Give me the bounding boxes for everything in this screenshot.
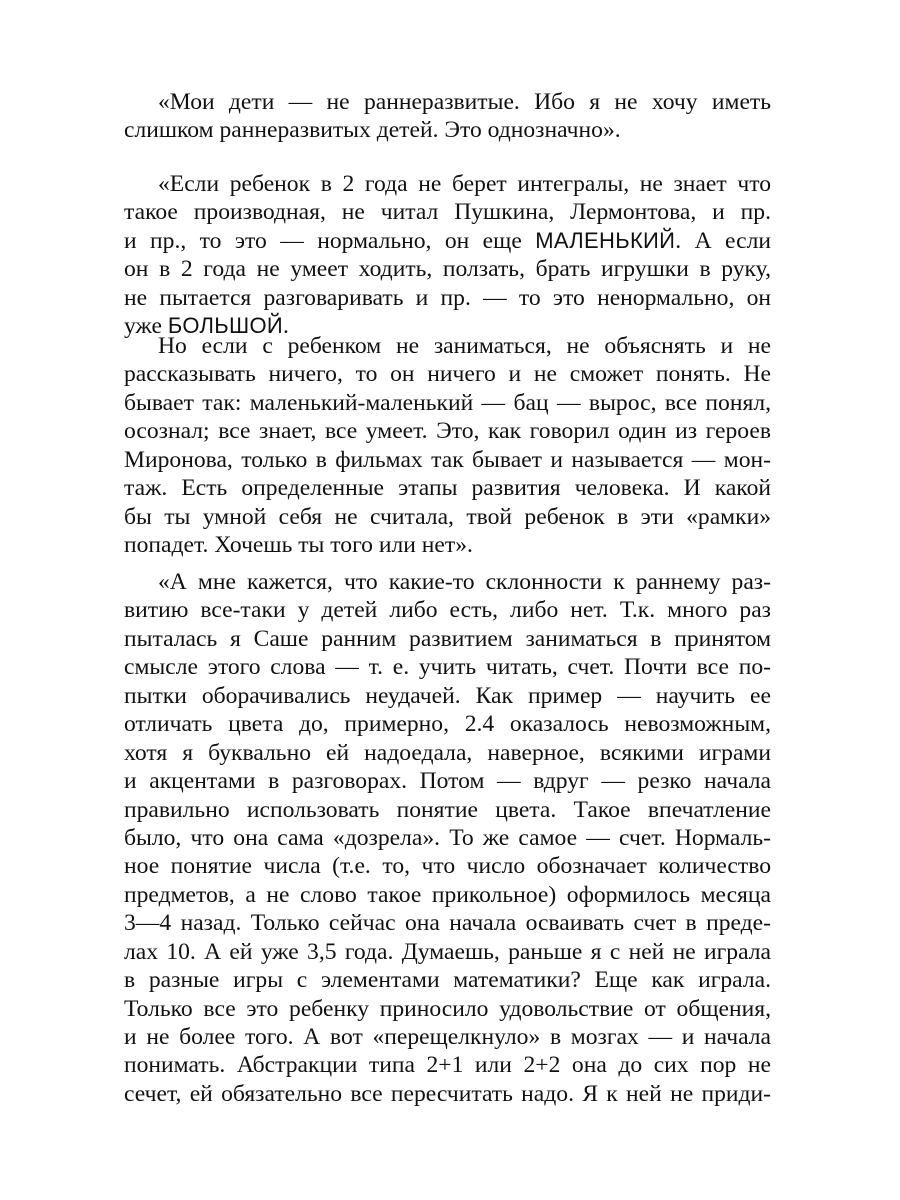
text-line: рассказывать ничего, то он ничего и не сможет понять. Не	[124, 361, 771, 388]
text-line: бы ты умной себя не считала, твой ребенок в эти «рамки»	[124, 503, 771, 530]
text-line: таж. Есть определенные этапы развития человека. И какой	[124, 475, 771, 502]
text-line: витию все-таки у детей либо есть, либо нет. Т.к. много раз	[124, 597, 771, 624]
text-line: не пытается разговаривать и пр. — то это ненормально, он	[124, 284, 771, 311]
text-line: «Если ребенок в 2 года не берет интегралы, не знает что	[158, 171, 771, 197]
text-segment: и пр., то это — нормально, он еще	[124, 227, 536, 254]
emphasized-word: МАЛЕНЬКИЙ	[535, 227, 676, 253]
text-line: осознал; все знает, все умеет. Это, как говорил один из героев	[124, 418, 771, 445]
text-line: такое производная, не читал Пушкина, Лермонтова, и пр.	[124, 199, 771, 226]
text-line: ное понятие числа (т.е. то, что число обозначает количество	[124, 853, 771, 880]
text-line: в разные игры с элементами математики? Еще как играла.	[124, 967, 771, 994]
paragraph	[124, 88, 771, 145]
text-line: и не более того. А вот «перещелкнуло» в мозгах — и начала	[124, 1024, 771, 1050]
text-line: «А мне кажется, что какие-то склонности к раннему раз-	[158, 569, 771, 595]
text-line: пыталась я Саше ранним развитием заниматься в принятом	[124, 625, 771, 652]
text-line: Только все это ребенку приносило удовольствие от общения,	[124, 995, 771, 1022]
text-line: хотя я буквально ей надоедала, наверное, всякими играми	[124, 739, 771, 766]
text-line: «Мои дети — не раннеразвитые. Ибо я не хочу иметь	[158, 89, 771, 115]
text-line: Миронова, только в фильмах так бывает и называется — мон-	[124, 446, 771, 473]
text-line: и акцентами в разговорах. Потом — вдруг — резко начала	[124, 768, 771, 795]
text-segment: уже	[124, 313, 168, 340]
text-segment: .	[282, 313, 289, 340]
text-line: понимать. Абстракции типа 2+1 или 2+2 она до сих пор не	[124, 1052, 771, 1079]
text-line: смысле этого слова — т. е. учить читать, счет. Почти все по-	[124, 654, 771, 681]
text-line: он в 2 года не умеет ходить, ползать, брать игрушки в руку,	[124, 256, 771, 283]
text-line: слишком раннеразвитых детей. Это однозначно».	[124, 117, 621, 144]
text-line: лах 10. А ей уже 3,5 года. Думаешь, раньше я с ней не играла	[124, 938, 771, 965]
text-segment: . А если	[675, 227, 771, 254]
text-line: Но если с ребенком не заниматься, не объяснять и не	[158, 333, 771, 359]
text-line: отличать цвета до, примерно, 2.4 оказалось невозможным,	[124, 711, 771, 738]
text-line: бывает так: маленький-маленький — бац — вырос, все понял,	[124, 389, 771, 416]
text-line: предметов, а не слово такое прикольное) оформилось месяца	[124, 881, 771, 908]
text-line: правильно использовать понятие цвета. Такое впечатление	[124, 796, 771, 823]
text-line: 3—4 назад. Только сейчас она начала осваивать счет в преде-	[124, 910, 771, 937]
text-line: сечет, ей обязательно все пересчитать надо. Я к ней не приди-	[124, 1080, 771, 1107]
emphasized-word: БОЛЬШОЙ	[167, 313, 283, 339]
text-line	[124, 227, 771, 255]
text-line: попадет. Хочешь ты того или нет».	[124, 532, 473, 559]
paragraph	[124, 170, 771, 341]
paragraph	[124, 332, 771, 560]
text-line: пытки оборачивались неудачей. Как пример — научить ее	[124, 682, 771, 709]
paragraph	[124, 568, 771, 1108]
text-line: было, что она сама «дозрела». То же самое — счет. Нормаль-	[124, 824, 771, 851]
